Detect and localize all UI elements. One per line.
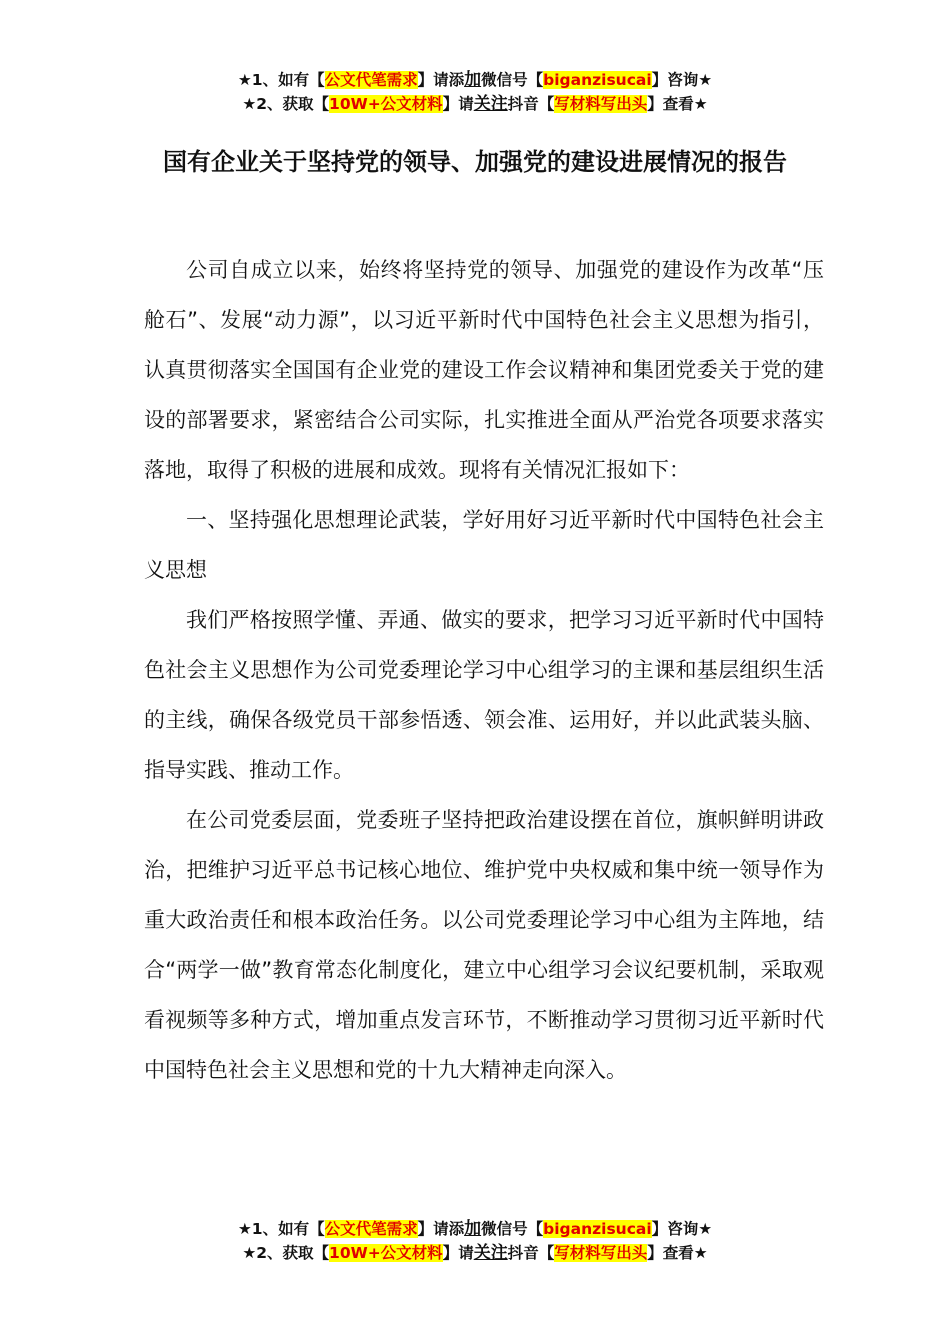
banner-text: 抖音【: [507, 1244, 555, 1262]
banner-text: ★1、如有【: [237, 71, 325, 89]
banner-underlined: 加: [464, 1219, 482, 1239]
banner-wechat-id: biganzisucai: [543, 71, 652, 89]
banner-text: 】查看★: [647, 95, 708, 113]
banner-text: ★1、如有【: [237, 1220, 325, 1238]
banner-text: 】咨询★: [651, 1220, 713, 1238]
banner-highlight: 公文代笔需求: [324, 71, 418, 89]
banner-text: 微信号【: [481, 1220, 544, 1238]
banner-underlined: 关注: [473, 1243, 508, 1263]
banner-text: 】请: [442, 1244, 474, 1262]
banner-text: 微信号【: [481, 71, 544, 89]
document-title: 国有企业关于坚持党的领导、加强党的建设进展情况的报告: [163, 148, 787, 176]
banner-text: 】咨询★: [651, 71, 713, 89]
banner-line-1: [0, 68, 950, 92]
banner-douyin-id: 写材料写出头: [554, 1244, 648, 1262]
banner-line-2: [0, 1241, 950, 1265]
document-body: [144, 245, 824, 1095]
banner-text: 】请: [442, 95, 474, 113]
banner-text: 】查看★: [647, 1244, 708, 1262]
banner-douyin-id: 写材料写出头: [554, 95, 648, 113]
banner-underlined: 关注: [473, 94, 508, 114]
paragraph-party-committee: 在公司党委层面，党委班子坚持把政治建设摆在首位，旗帜鲜明讲政治，把维护习近平总书记核心地位、维护党中央权威和集中统一领导作为重大政治责任和根本政治任务。以公司党委理论学习中心组为主阵地，结合“两学一做”教育常态化制度化，建立中心组学习会议纪要机制，采取观看视频等多种方式，增加重点发言环节，不断推动学习贯彻习近平新时代中国特色社会主义思想和党的十九大精神走向深入。: [144, 808, 824, 1082]
header-banner: [0, 68, 950, 116]
footer-banner: [0, 1217, 950, 1265]
paragraph-study: 我们严格按照学懂、弄通、做实的要求，把学习习近平新时代中国特色社会主义思想作为公司党委理论学习中心组学习的主课和基层组织生活的主线，确保各级党员干部参悟透、领会准、运用好，并以此武装头脑、指导实践、推动工作。: [144, 608, 824, 782]
banner-wechat-id: biganzisucai: [543, 1220, 652, 1238]
banner-text: 】请添: [417, 1220, 465, 1238]
banner-underlined: 加: [464, 70, 482, 90]
paragraph-intro: 公司自成立以来，始终将坚持党的领导、加强党的建设作为改革“压舱石”、发展“动力源”，以习近平新时代中国特色社会主义思想为指引，认真贯彻落实全国国有企业党的建设工作会议精神和集团党委关于党的建设的部署要求，紧密结合公司实际，扎实推进全面从严治党各项要求落实落地，取得了积极的进展和成效。现将有关情况汇报如下：: [144, 258, 824, 482]
banner-highlight: 10W+公文材料: [329, 95, 443, 113]
banner-line-1: [0, 1217, 950, 1241]
banner-line-2: [0, 92, 950, 116]
banner-highlight: 10W+公文材料: [329, 1244, 443, 1262]
banner-text: ★2、获取【: [242, 1244, 330, 1262]
banner-text: 抖音【: [507, 95, 555, 113]
section-heading-1: 一、坚持强化思想理论武装，学好用好习近平新时代中国特色社会主义思想: [144, 508, 824, 582]
banner-highlight: 公文代笔需求: [324, 1220, 418, 1238]
banner-text: ★2、获取【: [242, 95, 330, 113]
banner-text: 】请添: [417, 71, 465, 89]
